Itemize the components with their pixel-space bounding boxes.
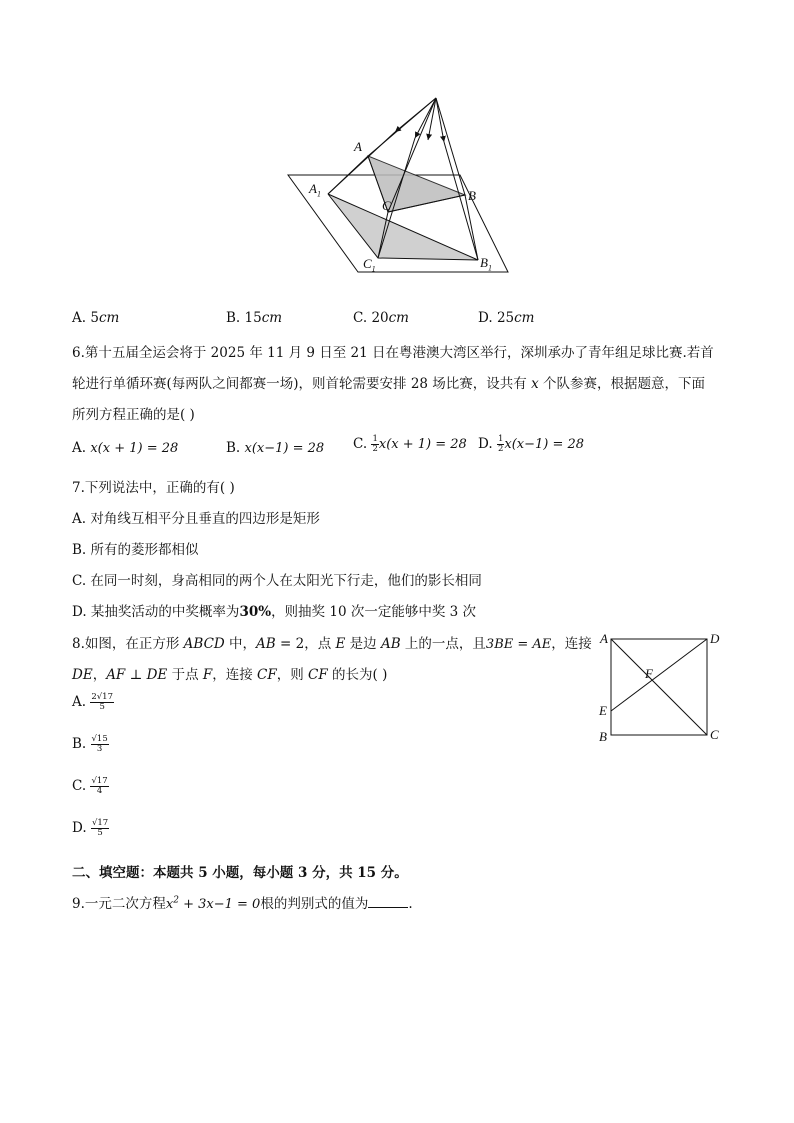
sq-label-D: D bbox=[710, 631, 720, 646]
label-B: B bbox=[468, 188, 476, 203]
label-A1: $A_1$ bbox=[309, 181, 321, 199]
q8-option-d: D. $\frac{√17}{5}$ bbox=[72, 818, 109, 838]
sq-label-E: E bbox=[599, 703, 607, 718]
sq-label-C: C bbox=[710, 727, 719, 742]
sq-label-B: B bbox=[599, 729, 607, 744]
q5-option-b: B. 15cm bbox=[226, 310, 283, 326]
q6-option-a: A. x(x + 1) = 28 bbox=[72, 440, 179, 456]
q5-option-a: A. 5cm bbox=[72, 310, 120, 326]
q5-option-d: D. 25cm bbox=[478, 310, 535, 326]
q8-option-a: A. $\frac{2√17}{5}$ bbox=[72, 692, 113, 712]
q6-option-c: C. $\frac{1}{2}$ x(x + 1) = 28 bbox=[353, 434, 467, 454]
q6-option-b: B. x(x−1) = 28 bbox=[226, 440, 325, 456]
q8-line2: DE，AF ⊥ DE 于点 F，连接 CF，则 CF 的长为( ) bbox=[72, 667, 388, 683]
q8-option-c: C. $\frac{√17}{4}$ bbox=[72, 776, 108, 796]
q7-option-c: C. 在同一时刻，身高相同的两个人在太阳光下行走，他们的影长相同 bbox=[72, 573, 482, 589]
q8-option-b: B. $\frac{√15}{3}$ bbox=[72, 734, 108, 754]
q9-answer-blank[interactable] bbox=[368, 895, 408, 908]
section-2-title: 二、填空题：本题共 5 小题，每小题 3 分，共 15 分。 bbox=[72, 865, 408, 881]
q5-option-c: C. 20cm bbox=[353, 310, 409, 326]
q9-line: 9.一元二次方程$x^2 + 3x-1 = 0$根的判别式的值为 . bbox=[72, 895, 413, 912]
q8-line1: 8.如图，在正方形 ABCD 中，AB = 2，点 E 是边 AB 上的一点，且3BE = AE，连接 bbox=[72, 636, 592, 652]
q7-option-d: D. 某抽奖活动的中奖概率为30%，则抽奖 10 次一定能够中奖 3 次 bbox=[72, 604, 476, 620]
q6-option-d: D. $\frac{1}{2}$ x(x−1) = 28 bbox=[478, 434, 585, 454]
q7-option-a: A. 对角线互相平分且垂直的四边形是矩形 bbox=[72, 511, 320, 527]
q6-line3: 所列方程正确的是( ) bbox=[72, 407, 195, 423]
label-A: A bbox=[354, 139, 362, 154]
q7-option-b: B. 所有的菱形都相似 bbox=[72, 542, 199, 558]
sq-label-F: F bbox=[645, 666, 653, 681]
square-figure bbox=[610, 638, 710, 738]
q6-line2: 轮进行单循环赛(每两队之间都赛一场)，则首轮需要安排 28 场比赛，设共有 x 个队参赛，根据题意，下面 bbox=[72, 376, 706, 392]
label-B1: $B_1$ bbox=[480, 255, 492, 273]
label-C1: $C_1$ bbox=[363, 256, 376, 274]
sq-label-A: A bbox=[600, 631, 608, 646]
q6-line1: 6.第十五届全运会将于 2025 年 11 月 9 日至 21 日在粤港澳大湾区举行，深圳承办了青年组足球比赛.若首 bbox=[72, 345, 714, 361]
q7-stem: 7.下列说法中，正确的有( ) bbox=[72, 480, 235, 496]
label-C: C bbox=[382, 198, 391, 213]
